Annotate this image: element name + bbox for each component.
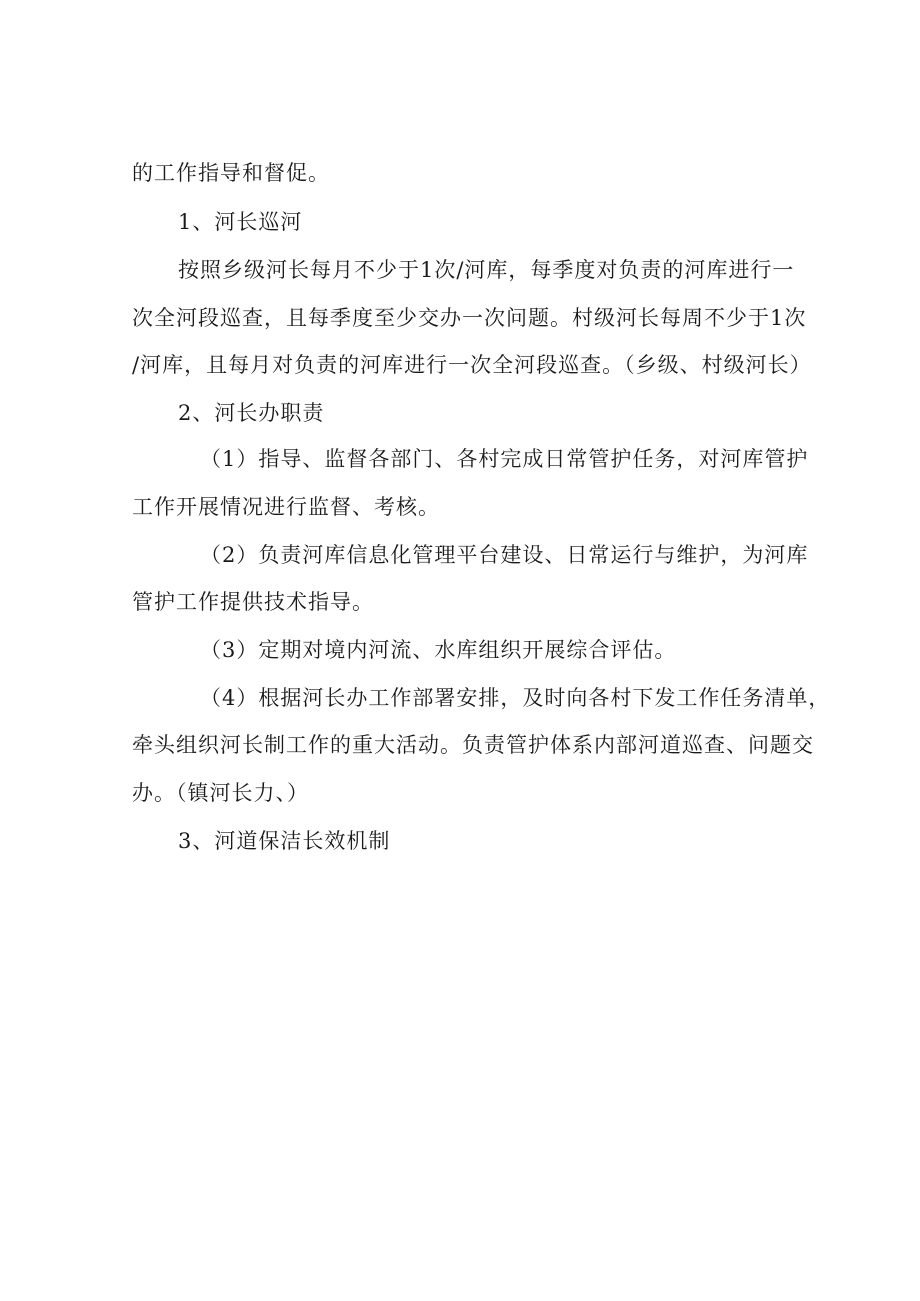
text-line: （4）根据河长办工作部署安排，及时向各村下发工作任务清单， [200, 686, 831, 710]
text-line: （3）定期对境内河流、水库组织开展综合评估。 [200, 638, 677, 662]
text-line: （2）负责河库信息化管理平台建设、日常运行与维护，为河库 [200, 543, 809, 567]
section-heading: 3、河道保洁长效机制 [178, 829, 391, 853]
text-line: 办。（镇河长力、） [132, 781, 309, 805]
text-line: /河库，且每月对负责的河库进行一次全河段巡查。（乡级、村级河长） [132, 353, 812, 377]
text-line: 次全河段巡查，且每季度至少交办一次问题。村级河长每周不少于1次 [132, 306, 807, 330]
text-line: 按照乡级河长每月不少于1次/河库，每季度对负责的河库进行一 [178, 258, 795, 282]
section-heading: 1、河长巡河 [178, 210, 303, 234]
text-line: 的工作指导和督促。 [132, 161, 330, 185]
text-line: 管护工作提供技术指导。 [132, 590, 374, 614]
text-line: 工作开展情况进行监督、考核。 [132, 495, 440, 519]
text-line: （1）指导、监督各部门、各村完成日常管护任务，对河库管护 [200, 447, 809, 471]
section-heading: 2、河长办职责 [178, 401, 325, 425]
text-line: 牵头组织河长制工作的重大活动。负责管护体系内部河道巡查、问题交 [132, 733, 814, 757]
